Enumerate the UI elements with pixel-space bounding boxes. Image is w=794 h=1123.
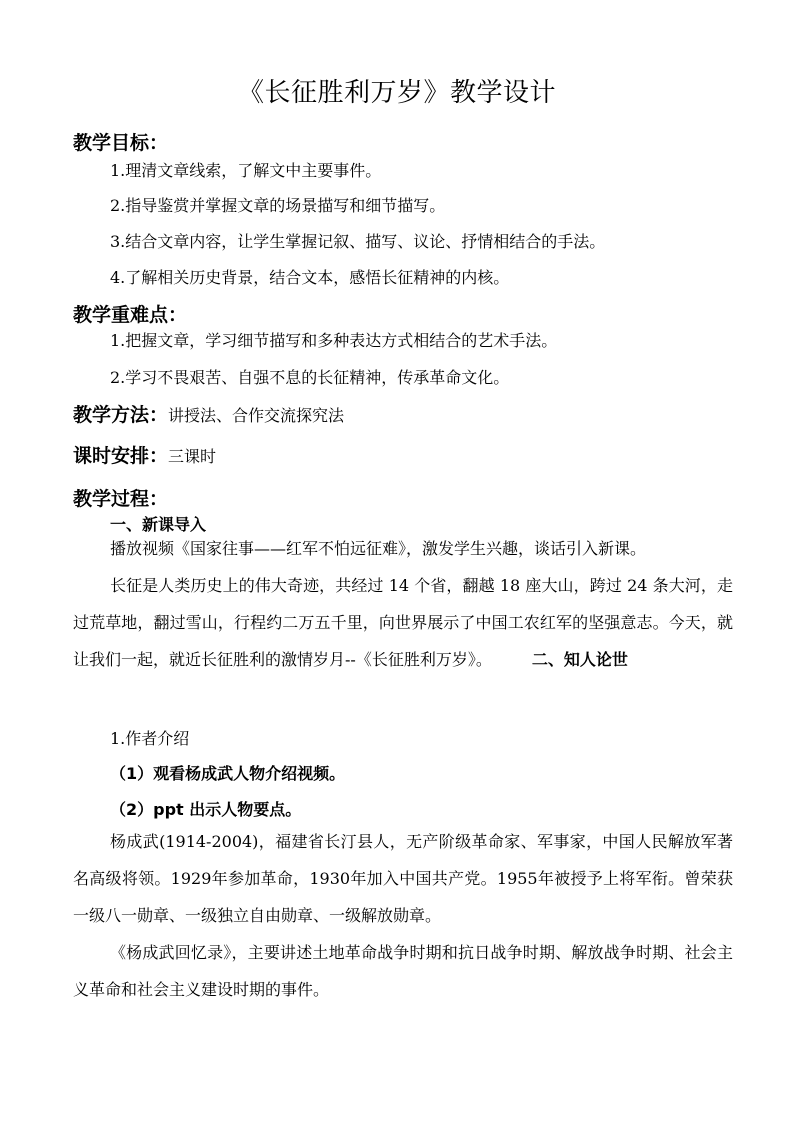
objective-item-4: 4.了解相关历史背景，结合文本，感悟长征精神的内核。 [110, 268, 510, 287]
process-heading: 教学过程： [73, 488, 169, 510]
methods-heading: 教学方法： [73, 404, 169, 426]
section1-para1: 播放视频《国家往事——红军不怕远征难》，激发学生兴趣，谈话引入新课。 [110, 539, 647, 558]
schedule-row [73, 441, 216, 468]
author-bio: 杨成武(1914-2004)，福建省长汀县人，无产阶级革命家、军事家，中国人民解放军著名高级将领。1929年参加革命，1930年加入中国共产党。1955年被授予上将军衔。曾荣获一级八一勋章、一级独立自由勋章、一级解放勋章。 [73, 832, 733, 925]
author-intro-label: 1.作者介绍 [110, 729, 190, 748]
key-points-heading: 教学重难点： [73, 304, 188, 326]
document-title: 《长征胜利万岁》教学设计 [237, 78, 556, 108]
objective-item-3: 3.结合文章内容，让学生掌握记叙、描写、议论、抒情相结合的手法。 [110, 232, 606, 251]
objectives-heading: 教学目标： [73, 132, 169, 154]
section1-para2: 长征是人类历史上的伟大奇迹，共经过 14 个省，翻越 18 座大山，跨过 24 条大河，走过荒草地，翻过雪山，行程约二万五千里，向世界展示了中国工农红军的坚强意志。今天，就让我们一起，就近长征胜利的激情岁月--《长征胜利万岁》。 [73, 576, 733, 669]
section1-heading: 一、新课导入 [110, 515, 207, 534]
schedule-value: 三课时 [168, 447, 217, 466]
section2-heading: 二、知人论世 [531, 650, 628, 669]
methods-row [73, 400, 344, 427]
key-point-item-2: 2.学习不畏艰苦、自强不息的长征精神，传承革命文化。 [110, 368, 510, 387]
objective-item-2: 2.指导鉴赏并掌握文章的场景描写和细节描写。 [110, 196, 446, 215]
section1-para2-block [73, 567, 733, 678]
memoir-description: 《杨成武回忆录》，主要讲述土地革命战争时期和抗日战争时期、解放战争时期、社会主义革命和社会主义建设时期的事件。 [73, 943, 733, 999]
schedule-heading: 课时安排： [73, 445, 169, 467]
key-point-item-1: 1.把握文章，学习细节描写和多种表达方式相结合的艺术手法。 [110, 331, 558, 350]
objective-item-1: 1.理清文章线索，了解文中主要事件。 [110, 161, 382, 180]
step-2: （2）ppt 出示人物要点。 [110, 800, 302, 819]
methods-value: 讲授法、合作交流探究法 [168, 406, 345, 425]
step-1: （1）观看杨成武人物介绍视频。 [110, 764, 346, 783]
